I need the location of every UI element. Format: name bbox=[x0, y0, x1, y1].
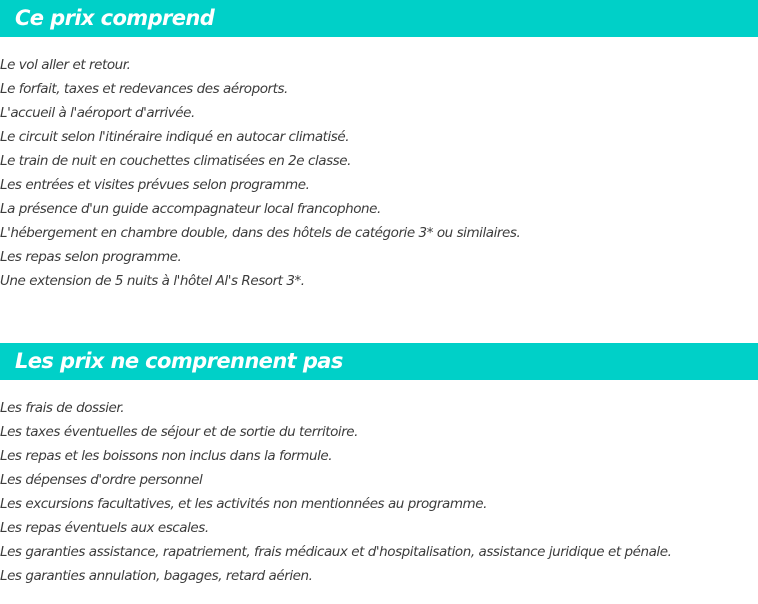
list-item: Une extension de 5 nuits à l'hôtel Al's Resort 3*. bbox=[0, 273, 305, 289]
list-item: Les garanties annulation, bagages, retard aérien. bbox=[0, 568, 313, 584]
list-item: Les repas et les boissons non inclus dans la formule. bbox=[0, 448, 333, 464]
excluded-title: Les prix ne comprennent pas bbox=[15, 349, 343, 373]
list-item: Les repas selon programme. bbox=[0, 249, 182, 265]
list-item: Les dépenses d'ordre personnel bbox=[0, 472, 203, 488]
included-header-band bbox=[0, 0, 758, 37]
included-title: Ce prix comprend bbox=[15, 6, 215, 30]
list-item: Le circuit selon l'itinéraire indiqué en autocar climatisé. bbox=[0, 129, 350, 145]
excluded-section bbox=[0, 343, 758, 584]
list-item: Les taxes éventuelles de séjour et de sortie du territoire. bbox=[0, 424, 359, 440]
list-item: Les entrées et visites prévues selon programme. bbox=[0, 177, 310, 193]
excluded-list bbox=[0, 396, 758, 588]
list-item: Le forfait, taxes et redevances des aéroports. bbox=[0, 81, 288, 97]
list-item: Les garanties assistance, rapatriement, frais médicaux et d'hospitalisation, assistance juridique et pénale. bbox=[0, 544, 672, 560]
list-item: Le vol aller et retour. bbox=[0, 57, 131, 73]
excluded-header-band bbox=[0, 343, 758, 380]
list-item: La présence d'un guide accompagnateur local francophone. bbox=[0, 201, 381, 217]
included-list bbox=[0, 53, 758, 293]
list-item: L'hébergement en chambre double, dans des hôtels de catégorie 3* ou similaires. bbox=[0, 225, 521, 241]
list-item: Les excursions facultatives, et les activités non mentionnées au programme. bbox=[0, 496, 487, 512]
list-item: L'accueil à l'aéroport d'arrivée. bbox=[0, 105, 195, 121]
list-item: Le train de nuit en couchettes climatisées en 2e classe. bbox=[0, 153, 351, 169]
list-item: Les repas éventuels aux escales. bbox=[0, 520, 209, 536]
list-item: Les frais de dossier. bbox=[0, 400, 125, 416]
included-section bbox=[0, 0, 758, 289]
